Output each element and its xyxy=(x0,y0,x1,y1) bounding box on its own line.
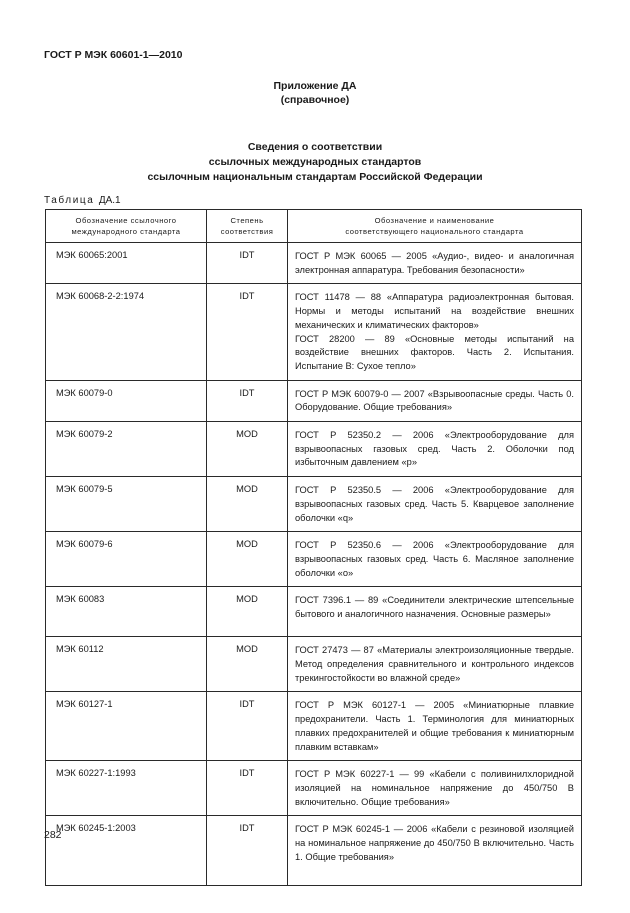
degree-cell: MOD xyxy=(207,477,288,532)
annex-subtitle: (справочное) xyxy=(280,94,350,106)
national-standard-cell xyxy=(288,637,582,692)
header-national-standard xyxy=(288,210,582,243)
national-standard-cell xyxy=(288,587,582,637)
page-number: 282 xyxy=(44,829,62,841)
national-standard-text: ГОСТ 11478 — 88 «Аппаратура радиоэлектронная бытовая. Нормы и методы испытаний на воздействие внешних механических и климатических факторов» xyxy=(295,292,574,330)
intl-standard-cell: МЭК 60079-5 xyxy=(46,477,207,532)
table-row xyxy=(46,692,582,761)
header-intl-standard xyxy=(46,210,207,243)
table-row xyxy=(46,243,582,284)
section-heading xyxy=(0,140,630,185)
national-standard-text: ГОСТ 28200 — 89 «Основные методы испытаний на воздействие внешних факторов. Часть 2. Испытания. Испытание В: Сухое тепло» xyxy=(295,333,574,371)
intl-standard-cell: МЭК 60083 xyxy=(46,587,207,637)
intl-standard-cell: МЭК 60127-1 xyxy=(46,692,207,761)
degree-cell: IDT xyxy=(207,761,288,816)
intl-standard-cell: МЭК 60079-0 xyxy=(46,380,207,421)
national-standard-text: ГОСТ Р МЭК 60065 — 2005 «Аудио-, видео- и аналогичная электронная аппаратура. Требования безопасности» xyxy=(295,251,574,275)
national-standard-text: ГОСТ Р 52350.2 — 2006 «Электрооборудование для взрывоопасных газовых сред. Часть 2. Оболочки под избыточным давлением «р» xyxy=(295,430,574,468)
national-standard-text: ГОСТ 7396.1 — 89 «Соединители электрические штепсельные бытового и аналогичного назначения. Основные размеры» xyxy=(295,595,574,620)
national-standard-cell xyxy=(288,761,582,816)
national-standard-cell xyxy=(288,422,582,477)
table-label-id: ДА.1 xyxy=(98,195,121,206)
header-col2-line1: Степень xyxy=(230,216,264,225)
degree-cell: MOD xyxy=(207,422,288,477)
national-standard-cell xyxy=(288,380,582,421)
heading-line-2: ссылочных международных стандартов xyxy=(208,156,422,168)
degree-cell: MOD xyxy=(207,637,288,692)
national-standard-cell xyxy=(288,243,582,284)
degree-cell: IDT xyxy=(207,692,288,761)
table-row xyxy=(46,532,582,587)
heading-line-3: ссылочным национальным стандартам Российской Федерации xyxy=(147,171,483,183)
header-col2-line2: соответствия xyxy=(220,227,274,236)
national-standard-cell xyxy=(288,692,582,761)
table-row xyxy=(46,477,582,532)
table-body xyxy=(46,243,582,886)
national-standard-text: ГОСТ Р МЭК 60245-1 — 2006 «Кабели с резиновой изоляцией на номинальное напряжение до 450/750 В включительно. Часть 1. Общие требования» xyxy=(295,824,574,862)
table-label-prefix: Таблица xyxy=(44,195,95,206)
degree-cell: IDT xyxy=(207,243,288,284)
header-col1-line2: международного стандарта xyxy=(71,227,181,236)
intl-standard-cell: МЭК 60112 xyxy=(46,637,207,692)
annex-title: Приложение ДА xyxy=(273,80,357,92)
national-standard-text: ГОСТ Р 52350.5 — 2006 «Электрооборудование для взрывоопасных газовых сред. Часть 5. Кварцевое заполнение оболочки «q» xyxy=(295,485,574,523)
table-row xyxy=(46,284,582,380)
table-header-row xyxy=(46,210,582,243)
intl-standard-cell: МЭК 60245-1:2003 xyxy=(46,816,207,886)
national-standard-text: ГОСТ Р МЭК 60127-1 — 2005 «Миниатюрные плавкие предохранители. Часть 1. Терминология для миниатюрных плавких предохранителей и общие требования к миниатюрным плавким вставкам» xyxy=(295,700,574,752)
national-standard-text: ГОСТ Р МЭК 60079-0 — 2007 «Взрывоопасные среды. Часть 0. Оборудование. Общие требования» xyxy=(295,388,574,413)
national-standard-cell xyxy=(288,816,582,886)
intl-standard-cell: МЭК 60079-2 xyxy=(46,422,207,477)
degree-cell: IDT xyxy=(207,380,288,421)
national-standard-text: ГОСТ Р 52350.6 — 2006 «Электрооборудование для взрывоопасных газовых сред. Часть 6. Масляное заполнение оболочки «о» xyxy=(295,540,574,578)
table-row xyxy=(46,587,582,637)
header-degree xyxy=(207,210,288,243)
correspondence-table xyxy=(45,209,582,886)
document-code: ГОСТ Р МЭК 60601-1—2010 xyxy=(44,49,183,61)
national-standard-cell xyxy=(288,284,582,380)
table-row xyxy=(46,761,582,816)
table-label xyxy=(44,195,121,206)
degree-cell: IDT xyxy=(207,816,288,886)
intl-standard-cell: МЭК 60079-6 xyxy=(46,532,207,587)
header-col3-line1: Обозначение и наименование xyxy=(374,216,495,225)
degree-cell: MOD xyxy=(207,532,288,587)
intl-standard-cell: МЭК 60227-1:1993 xyxy=(46,761,207,816)
table-row xyxy=(46,422,582,477)
table-row xyxy=(46,380,582,421)
heading-line-1: Сведения о соответствии xyxy=(247,141,383,153)
table-row xyxy=(46,637,582,692)
degree-cell: MOD xyxy=(207,587,288,637)
table-row xyxy=(46,816,582,886)
header-col3-line2: соответствующего национального стандарта xyxy=(345,227,524,236)
national-standard-text: ГОСТ Р МЭК 60227-1 — 99 «Кабели с поливинилхлоридной изоляцией на номинальное напряжение до 450/750 В включительно. Общие требования» xyxy=(295,769,574,807)
national-standard-cell xyxy=(288,532,582,587)
national-standard-text: ГОСТ 27473 — 87 «Материалы электроизоляционные твердые. Метод определения сравнительного и контрольного индексов трекингостойкости во влажной среде» xyxy=(295,645,574,683)
intl-standard-cell: МЭК 60068-2-2:1974 xyxy=(46,284,207,380)
degree-cell: IDT xyxy=(207,284,288,380)
intl-standard-cell: МЭК 60065:2001 xyxy=(46,243,207,284)
header-col1-line1: Обозначение ссылочного xyxy=(75,216,177,225)
national-standard-cell xyxy=(288,477,582,532)
